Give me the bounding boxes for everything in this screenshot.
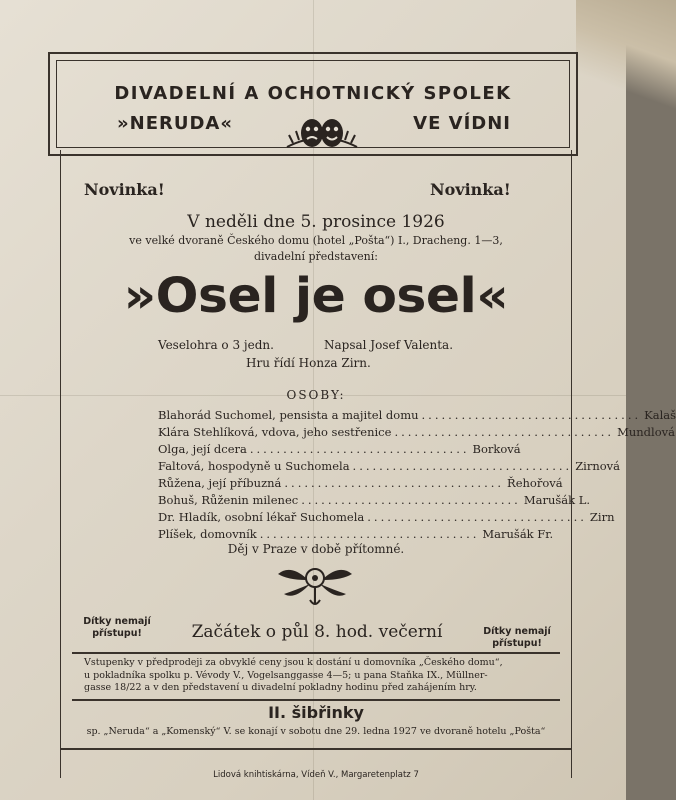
- venue-line: ve velké dvoraně Českého domu (hotel „Pošta“) I., Dracheng. 1—3,: [129, 234, 503, 247]
- printer-text: Lidová knihtiskárna, Vídeň V., Margaretenplatz 7: [213, 770, 419, 780]
- divider-rule: [72, 652, 560, 654]
- cast-row: [158, 510, 615, 527]
- cast-row: [158, 408, 676, 425]
- bottom-rule: [60, 748, 572, 750]
- cast-actor: Řehořová: [507, 476, 563, 490]
- printer-imprint: [60, 762, 572, 781]
- leader-dots: .................................: [284, 476, 505, 490]
- novinka-right: Novinka!: [430, 180, 511, 199]
- play-author: Napsal Josef Valenta.: [324, 338, 454, 352]
- novinka-left: Novinka!: [84, 180, 165, 199]
- performance-line: divadelní představení:: [253, 250, 378, 263]
- cast-role: Faltová, hospodyně u Suchomela: [158, 459, 350, 473]
- setting-line: Děj v Praze v době přítomné.: [227, 542, 405, 556]
- children-notice-line: Dítky nemají: [83, 616, 151, 627]
- paper-curl: [576, 0, 676, 120]
- leader-dots: .................................: [394, 425, 615, 439]
- play-genre: Veselohra o 3 jedn.: [158, 338, 274, 352]
- theatre-masks-icon: [285, 109, 359, 153]
- cast-list: [158, 408, 676, 544]
- cast-actor: Zirnová: [575, 459, 621, 473]
- cast-heading: OSOBY:: [286, 388, 346, 402]
- children-notice-left: [74, 616, 160, 640]
- leader-dots: .................................: [249, 442, 470, 456]
- tickets-line: u pokladníka spolku p. Vévody V., Vogelsanggasse 4—5; u pana Staňka IX., Müllner-: [84, 669, 488, 681]
- children-notice-line: přístupu!: [492, 638, 542, 649]
- cast-actor: Kalaš: [644, 408, 676, 422]
- children-notice-line: přístupu!: [92, 628, 142, 639]
- divider-rule: [72, 699, 560, 701]
- play-director: Hru řídí Honza Zirn.: [246, 356, 371, 370]
- cast-role: Olga, její dcera: [158, 442, 247, 456]
- cast-row: [158, 476, 563, 493]
- cast-row: [158, 493, 591, 510]
- leader-dots: .................................: [259, 527, 480, 541]
- cast-actor: Marušák L.: [523, 493, 591, 507]
- cast-row: [158, 442, 521, 459]
- children-notice-line: Dítky nemají: [483, 626, 551, 637]
- floral-ornament-icon: [270, 560, 360, 610]
- leader-dots: .................................: [421, 408, 642, 422]
- ball-text: sp. „Neruda“ a „Komenský“ V. se konají v sobotu dne 29. ledna 1927 ve dvoraně hotelu „Pošta“: [86, 726, 546, 737]
- cast-role: Růžena, její příbuzná: [158, 476, 282, 490]
- children-notice-right: [474, 626, 560, 650]
- cast-actor: Marušák Fr.: [482, 527, 554, 541]
- cast-actor: Mundlová: [617, 425, 675, 439]
- cast-role: Blahorád Suchomel, pensista a majitel domu: [158, 408, 419, 422]
- start-time: Začátek o půl 8. hod. večerní: [191, 622, 443, 642]
- cast-actor: Zirn: [589, 510, 615, 524]
- tickets-line: Vstupenky v předprodeji za obvyklé ceny jsou k dostání u domovníka „Českého domu“,: [84, 657, 503, 668]
- leader-dots: .................................: [367, 510, 587, 524]
- header-box: [48, 52, 578, 156]
- tickets-info: [84, 657, 554, 695]
- leader-dots: .................................: [301, 493, 521, 507]
- leader-dots: .................................: [352, 459, 573, 473]
- tickets-line: gasse 18/22 a v den představení u divadelní pokladny hodinu před zahájením hry.: [84, 682, 477, 693]
- date-line: V neděli dne 5. prosince 1926: [187, 212, 445, 232]
- cast-row: [158, 459, 621, 476]
- society-name: DIVADELNÍ A OCHOTNICKÝ SPOLEK: [114, 83, 512, 104]
- cast-actor: Borková: [472, 442, 521, 456]
- play-title: »Osel je osel«: [123, 268, 509, 324]
- ball-title: II. šibřinky: [268, 703, 364, 722]
- society-location: VE VÍDNI: [413, 113, 511, 134]
- cast-role: Dr. Hladík, osobní lékař Suchomela: [158, 510, 365, 524]
- cast-role: Klára Stehlíková, vdova, jeho sestřenice: [158, 425, 392, 439]
- cast-role: Plíšek, domovník: [158, 527, 257, 541]
- header-inner-frame: [56, 60, 570, 148]
- cast-row: [158, 425, 675, 442]
- society-short-name: »NERUDA«: [117, 113, 233, 134]
- cast-role: Bohuš, Růženin milenec: [158, 493, 299, 507]
